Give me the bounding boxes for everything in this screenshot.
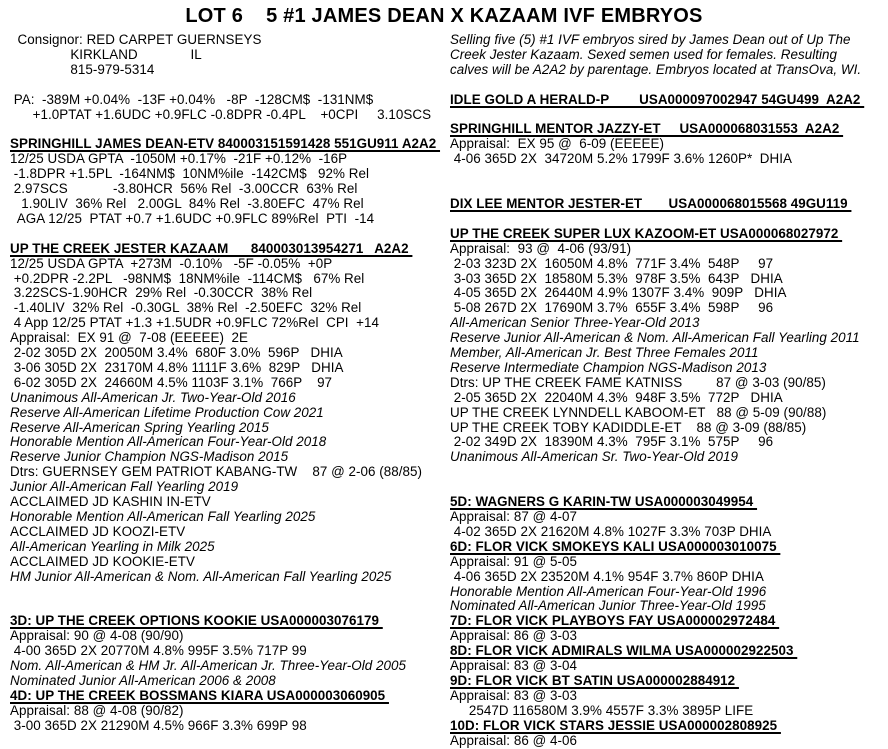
text-line: Consignor: RED CARPET GUERNSEYS xyxy=(10,33,262,47)
text-line: 4 App 12/25 PTAT +1.3 +1.5UDR +0.9FLC 72%Rel CPI +14 xyxy=(10,315,379,331)
text-line: Appraisal: 90 @ 4-08 (90/90) xyxy=(10,628,184,644)
text-line: +0.2DPR -2.2PL -98NM$ 18NM%ile -114CM$ 67% Rel xyxy=(10,270,365,286)
award-line: Honorable Mention All-American Four-Year-Old 1996 xyxy=(450,583,767,599)
text-line: 3-06 305D 2X 23170M 4.8% 1111F 3.6% 829P DHIA xyxy=(10,359,344,375)
pedigree-heading: UP THE CREEK SUPER LUX KAZOOM-ET USA000068027972 xyxy=(450,225,843,241)
pedigree-heading: 10D: FLOR VICK STARS JESSIE USA000002808925 xyxy=(450,717,781,733)
spacer-line xyxy=(450,212,888,227)
spacer-line xyxy=(450,78,888,93)
text-line: Appraisal: 83 @ 3-04 xyxy=(450,658,577,674)
text-line: Appraisal: 83 @ 3-03 xyxy=(450,687,577,703)
text-line: 5-08 267D 2X 17690M 3.7% 655F 3.4% 598P 96 xyxy=(450,300,774,316)
text-line: 4-00 365D 2X 20770M 4.8% 995F 3.5% 717P 99 xyxy=(10,643,307,659)
pedigree-heading: UP THE CREEK JESTER KAZAAM 840003013954271 A2A2 xyxy=(10,240,413,256)
catalog-columns xyxy=(0,28,888,749)
text-line: 2547D 116580M 3.9% 4557F 3.3% 3895P LIFE xyxy=(450,702,754,718)
text-line: 2-02 349D 2X 18390M 4.3% 795F 3.1% 575P 96 xyxy=(450,434,774,450)
award-line: Reserve Junior Champion NGS-Madison 2015 xyxy=(10,449,289,465)
award-line: All-American Senior Three-Year-Old 2013 xyxy=(450,315,700,331)
text-line: 4-02 365D 2X 21620M 4.8% 1027F 3.3% 703P DHIA xyxy=(450,523,772,539)
award-line: Unanimous All-American Sr. Two-Year-Old 2019 xyxy=(450,449,738,465)
award-line: Honorable Mention All-American Four-Year-Old 2018 xyxy=(10,434,327,450)
text-line: 4-06 365D 2X 23520M 4.1% 954F 3.7% 860P DHIA xyxy=(450,568,764,584)
text-line: 12/25 USDA GPTA -1050M +0.17% -21F +0.12% -16P xyxy=(10,151,348,167)
pedigree-heading: 5D: WAGNERS G KARIN-TW USA000003049954 xyxy=(450,494,758,510)
right-column xyxy=(450,33,888,749)
text-line: Appraisal: 86 @ 3-03 xyxy=(450,628,577,644)
award-line: All-American Yearling in Milk 2025 xyxy=(10,538,215,554)
pedigree-heading: 4D: UP THE CREEK BOSSMANS KIARA USA000003060905 xyxy=(10,687,389,703)
text-line: Appraisal: 91 @ 5-05 xyxy=(450,553,577,569)
text-line: 1.90LIV 36% Rel 2.00GL 84% Rel -3.80EFC 47% Rel xyxy=(10,195,364,211)
award-line: Reserve Junior All-American & Nom. All-American Fall Yearling 2011 xyxy=(450,330,860,346)
text-line: 12/25 USDA GPTA +273M -0.10% -5F -0.05% +0P xyxy=(10,255,333,271)
spacer-line xyxy=(450,167,888,182)
text-line: 2-05 365D 2X 22040M 4.3% 948F 3.5% 772P DHIA xyxy=(450,389,783,405)
award-line: Junior All-American Fall Yearling 2019 xyxy=(10,479,239,495)
text-line: -1.8DPR +1.5PL -164NM$ 10NM%ile -142CM$ 92% Rel xyxy=(10,166,370,182)
text-line: Appraisal: EX 95 @ 6-09 (EEEEE) xyxy=(450,136,664,152)
spacer-line xyxy=(10,122,450,137)
pedigree-heading: 9D: FLOR VICK BT SATIN USA000002884912 xyxy=(450,672,739,688)
page-title: LOT 6 5 #1 JAMES DEAN X KAZAAM IVF EMBRYOS xyxy=(185,5,703,27)
pedigree-heading: SPRINGHILL MENTOR JAZZY-ET USA000068031553 A2A2 xyxy=(450,121,844,137)
award-line: Nom. All-American & HM Jr. All-American Jr. Three-Year-Old 2005 xyxy=(10,658,407,674)
text-line: 4-06 365D 2X 34720M 5.2% 1799F 3.6% 1260P* DHIA xyxy=(450,151,792,167)
award-line: Reserve Intermediate Champion NGS-Madison 2013 xyxy=(450,359,767,375)
spacer-line xyxy=(450,108,888,123)
pedigree-heading: IDLE GOLD A HERALD-P USA000097002947 54GU499 A2A2 xyxy=(450,91,865,107)
award-line: Nominated Junior All-American 2006 & 2008 xyxy=(10,672,276,688)
text-line: ACCLAIMED JD KOOZI-ETV xyxy=(10,523,186,539)
text-line: Appraisal: 87 @ 4-07 xyxy=(450,509,577,524)
text-line: 2-02 305D 2X 20050M 3.4% 680F 3.0% 596P DHIA xyxy=(10,345,343,361)
text-line: +1.0PTAT +1.6UDC +0.9FLC -0.8DPR -0.4PL +0CPI 3.10SCS xyxy=(10,106,432,122)
pedigree-heading: 6D: FLOR VICK SMOKEYS KALI USA000003010075 xyxy=(450,538,781,554)
text-line: 6-02 305D 2X 24660M 4.5% 1103F 3.1% 766P 97 xyxy=(10,374,333,390)
text-line: 4-05 365D 2X 26440M 4.9% 1307F 3.4% 909P DHIA xyxy=(450,285,787,301)
text-line: 3.22SCS-1.90HCR 29% Rel -0.30CCR 38% Rel xyxy=(10,285,313,301)
text-line: 815-979-5314 xyxy=(10,61,155,77)
award-line: Unanimous All-American Jr. Two-Year-Old 2016 xyxy=(10,389,296,405)
text-line: 3-00 365D 2X 21290M 4.5% 966F 3.3% 699P 98 xyxy=(10,717,307,733)
text-line: 3-03 365D 2X 18580M 5.3% 978F 3.5% 643P DHIA xyxy=(450,270,783,286)
pedigree-heading: DIX LEE MENTOR JESTER-ET USA000068015568 49GU119 xyxy=(450,195,852,211)
text-line: UP THE CREEK TOBY KADIDDLE-ET 88 @ 3-09 (88/85) xyxy=(450,419,807,435)
text-line: -1.40LIV 32% Rel -0.30GL 38% Rel -2.50EFC 32% Rel xyxy=(10,300,362,316)
text-line: Appraisal: EX 91 @ 7-08 (EEEEE) 2E xyxy=(10,330,248,346)
award-line: Nominated All-American Junior Three-Year-Old 1995 xyxy=(450,598,766,614)
text-line: Appraisal: 93 @ 4-06 (93/91) xyxy=(450,240,632,256)
text-line: UP THE CREEK LYNNDELL KABOOM-ET 88 @ 5-09 (90/88) xyxy=(450,404,827,420)
spacer-line xyxy=(10,78,450,93)
award-line: Selling five (5) #1 IVF embryos sired by James Dean out of Up The xyxy=(450,33,851,47)
award-line: Reserve All-American Lifetime Production Cow 2021 xyxy=(10,404,324,420)
text-line: Appraisal: 88 @ 4-08 (90/82) xyxy=(10,702,184,718)
spacer-line xyxy=(10,227,450,242)
text-line: Dtrs: GUERNSEY GEM PATRIOT KABANG-TW 87 @ 2-06 (88/85) xyxy=(10,464,423,480)
spacer-line xyxy=(450,465,888,480)
award-line: Honorable Mention All-American Fall Yearling 2025 xyxy=(10,509,316,524)
pedigree-heading: 7D: FLOR VICK PLAYBOYS FAY USA000002972484 xyxy=(450,613,780,629)
award-line: HM Junior All-American & Nom. All-American Fall Yearling 2025 xyxy=(10,568,392,584)
award-line: Reserve All-American Spring Yearling 2015 xyxy=(10,419,269,435)
award-line: Creek Jester Kazaam. Sexed semen used for females. Resulting xyxy=(450,46,838,62)
left-column xyxy=(10,33,450,734)
pedigree-heading: 8D: FLOR VICK ADMIRALS WILMA USA000002922503 xyxy=(450,643,798,659)
text-line: Dtrs: UP THE CREEK FAME KATNISS 87 @ 3-03 (90/85) xyxy=(450,374,826,390)
text-line: ACCLAIMED JD KASHIN IN-ETV xyxy=(10,494,211,510)
pedigree-heading: SPRINGHILL JAMES DEAN-ETV 840003151591428 551GU911 A2A2 xyxy=(10,136,441,152)
text-line: 2-03 323D 2X 16050M 4.8% 771F 3.4% 548P 97 xyxy=(450,255,774,271)
award-line: Member, All-American Jr. Best Three Females 2011 xyxy=(450,345,759,361)
text-line: Appraisal: 86 @ 4-06 xyxy=(450,732,577,748)
text-line: 2.97SCS -3.80HCR 56% Rel -3.00CCR 63% Rel xyxy=(10,181,358,197)
text-line: KIRKLAND IL xyxy=(10,46,202,62)
spacer-line xyxy=(10,585,450,600)
pedigree-heading: 3D: UP THE CREEK OPTIONS KOOKIE USA000003076179 xyxy=(10,613,383,629)
spacer-line xyxy=(10,599,450,614)
spacer-line xyxy=(450,480,888,495)
text-line: ACCLAIMED JD KOOKIE-ETV xyxy=(10,553,195,569)
award-line: calves will be A2A2 by parentage. Embryos located at TransOva, WI. xyxy=(450,61,862,77)
text-line: AGA 12/25 PTAT +0.7 +1.6UDC +0.9FLC 89%Rel PTI -14 xyxy=(10,210,375,226)
spacer-line xyxy=(450,182,888,197)
text-line: PA: -389M +0.04% -13F +0.04% -8P -128CM$ -131NM$ xyxy=(10,91,374,107)
